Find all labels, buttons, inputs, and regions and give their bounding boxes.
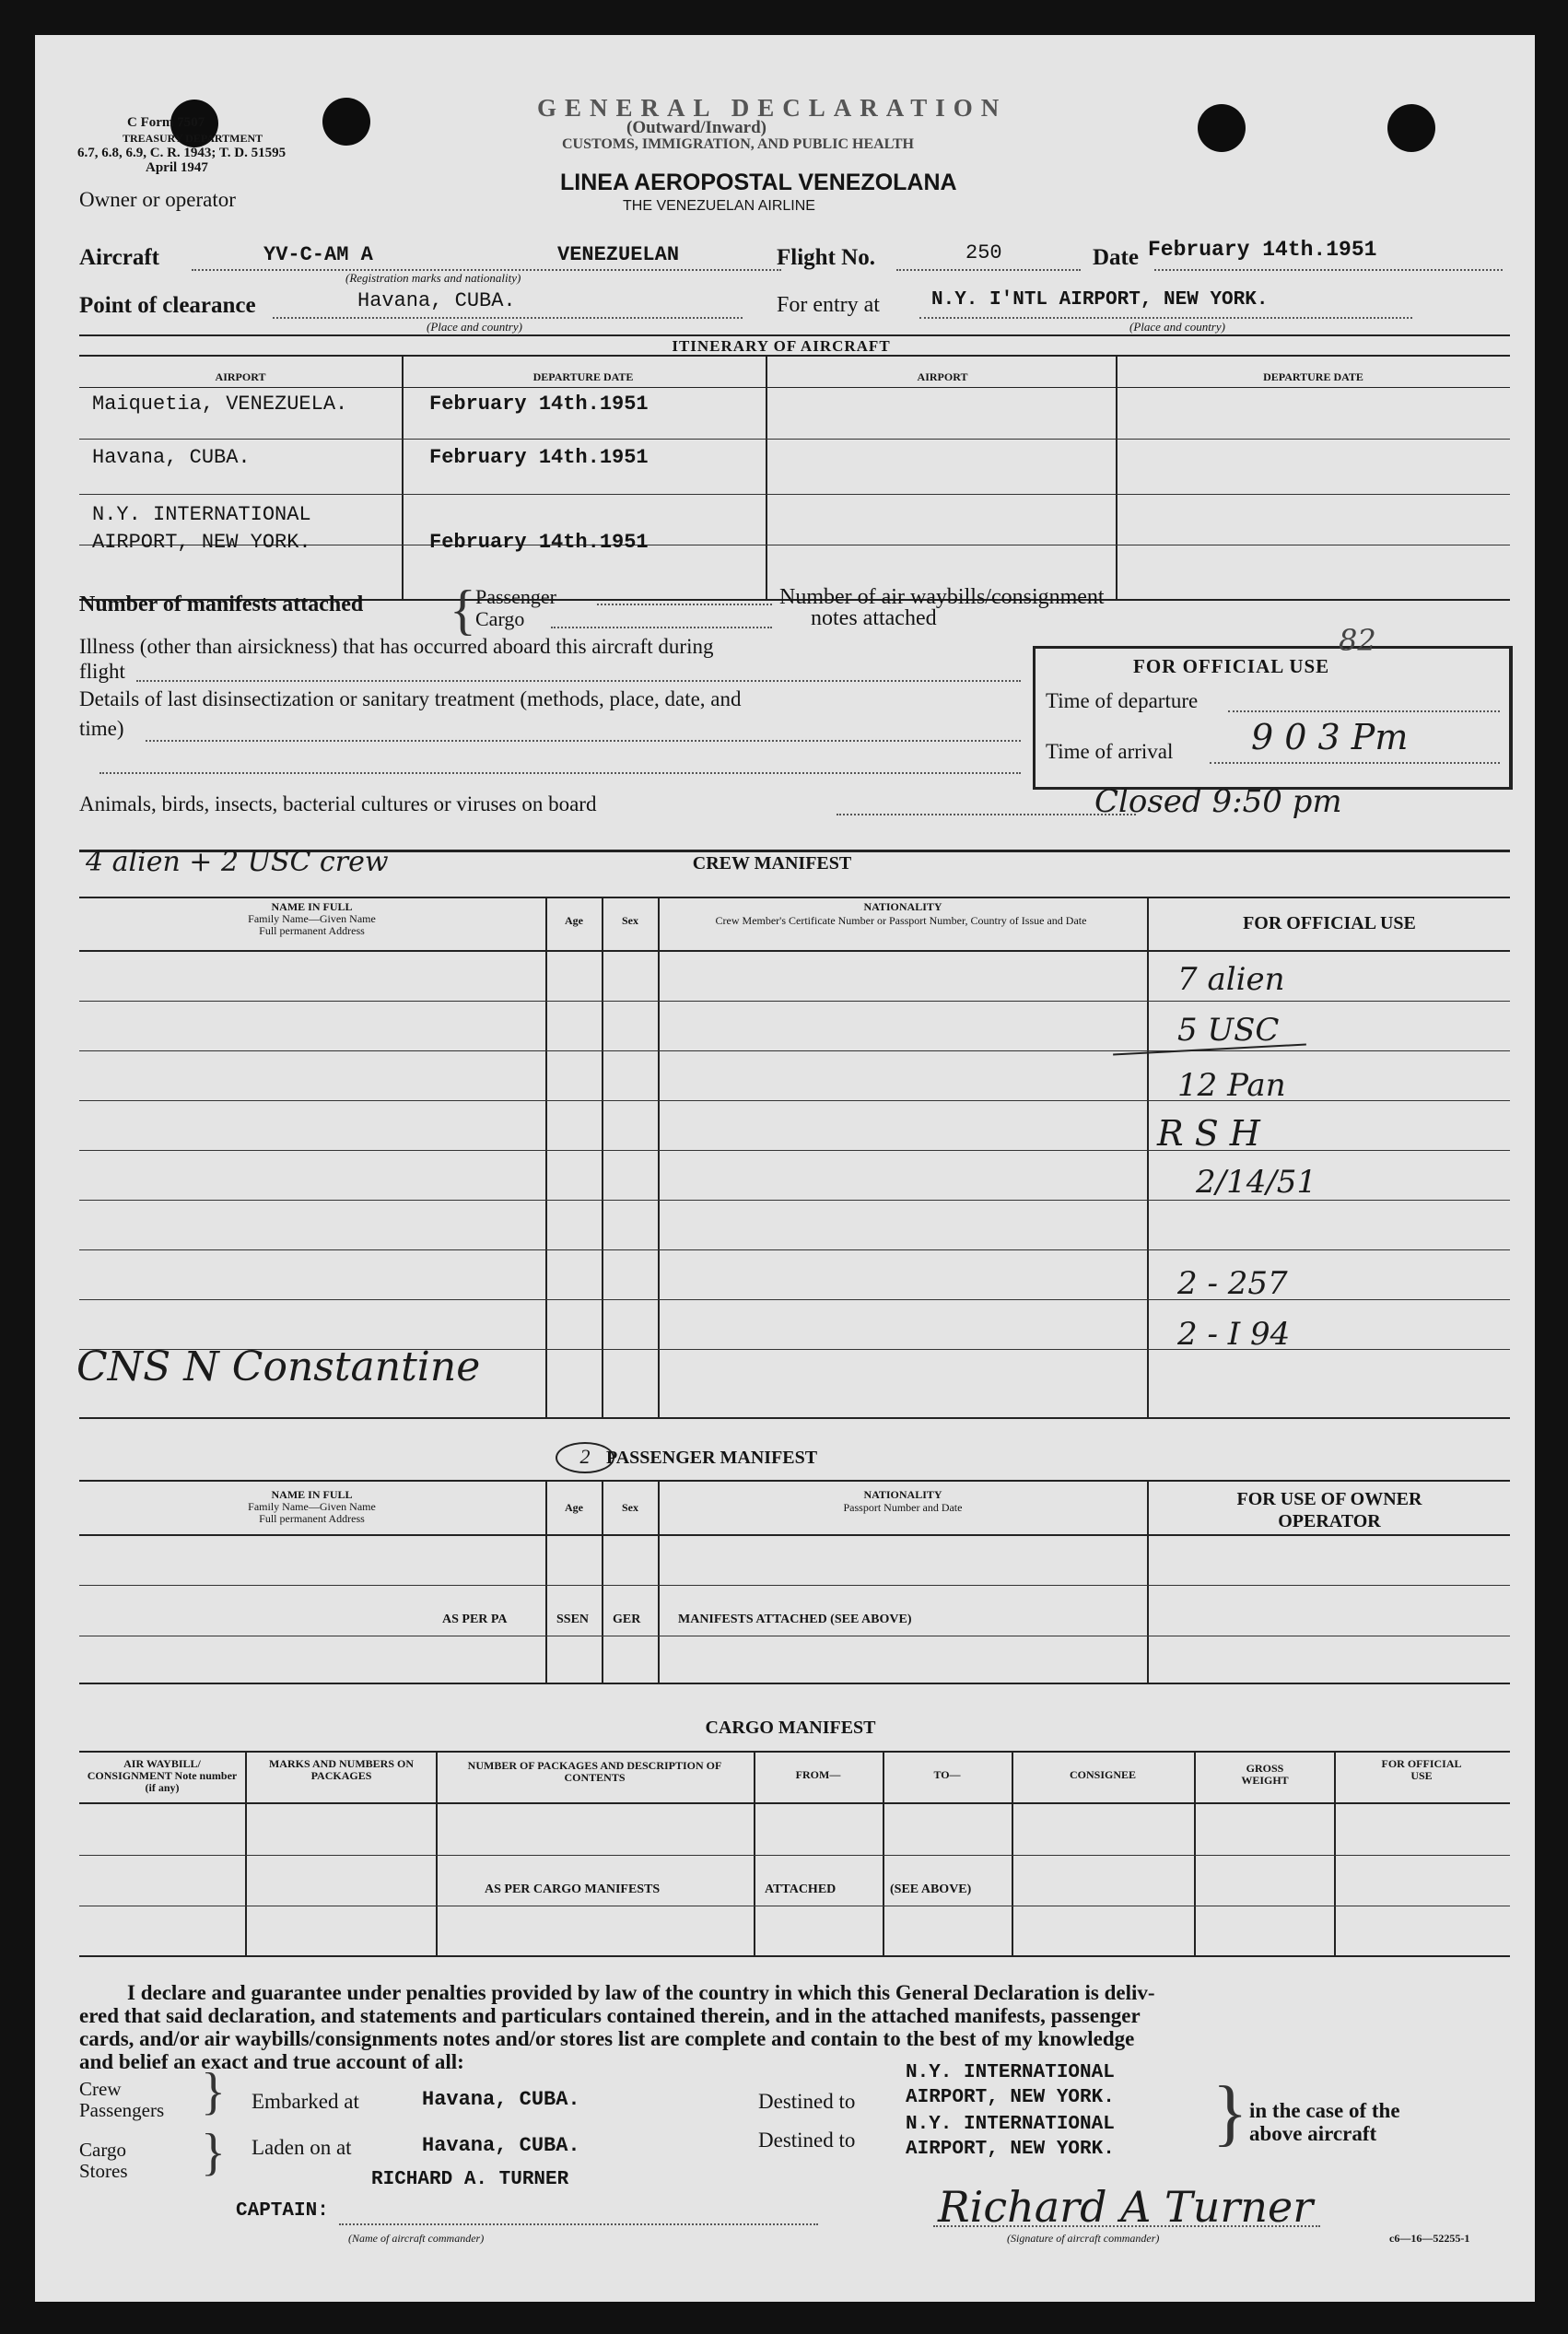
crew-official-note-3: 12 Pan <box>1177 1067 1286 1104</box>
destined-value-2a: N.Y. INTERNATIONAL <box>906 2114 1115 2135</box>
case-line-2: above aircraft <box>1249 2122 1377 2145</box>
crew-col-nationality-sub: Crew Member's Certificate Number or Passport Number, Country of Issue and Date <box>715 914 1087 927</box>
passenger-manifest-title: PASSENGER MANIFEST <box>606 1448 818 1468</box>
itinerary-col-airport-2: AIRPORT <box>917 370 968 383</box>
captain-label: CAPTAIN: <box>236 2200 329 2222</box>
passenger-col-nationality-sub: Passport Number and Date <box>843 1501 963 1514</box>
punch-hole-right <box>1198 104 1246 152</box>
animals-label: Animals, birds, insects, bacterial cultures or viruses on board <box>79 792 597 815</box>
declaration-sheet: C Form 7507 TREASURY DEPARTMENT 6.7, 6.8, 6.9, C. R. 1943; T. D. 51595 April 1947 GENERAL DECLARATION (Outward/Inward) CUSTOMS, IMMIGRATION, AND PUBLIC HEALTH LINEA AEROPOSTAL VENEZOLANA THE VENEZUELAN AIRLINE Owner or operator Aircraft YV-C-AM A VENEZUELAN (Registration marks and nationality) Flight No. 250 Date February 14th.1951 Point of clearance Havana, CUBA. (Place and country) For entry at N.Y. I'NTL AIRPORT, NEW YORK. (Place and country) ITINERARY OF AIRCRAFT AIRPORT DEPARTURE DATE AIRPORT DEPARTURE DATE Maiquetia, VENEZUELA. February 14th.1951 Havana, CUBA. February 14th.1951 N.Y. INTERNATIONAL AIRPORT, NEW YORK. February 14th.1951 Number of manifests attached { Passenger Cargo Number of air waybills/consignment notes attached Illness (other than airsickness) that has occurred aboard this aircraft during flight Details of last disinsectization or sanitary treatment (methods, place, date, and time) Animals, birds, insects, bacterial cultures or viruses on board 82 FOR OFFICIAL USE Time of departure Time of arrival 9 0 3 Pm Closed 9:50 pm 4 alien + 2 USC crew CREW MANIFEST NAME IN FULL Family Name—Given Name Full permanent Address Age Sex NATIONALITY Crew Member's Certificate Number or Passport Number, Country of Issue and Date FOR OFFICIAL USE 7 alien 5 USC 12 Pan R S H 2/14/51 2 - 257 2 - I 94 CNS N Constantine 2 PASSENGER MANIFEST NAME IN FULL Family Name—Given Name Full permanent Address Age Sex NATIONALITY Passport Number and Date FOR USE OF OWNER OPERATOR AS PER PA SSEN GER MANIFESTS ATTACHED (SEE ABOVE) CARGO MANIFEST AIR WAYBILL/ CONSIGNMENT Note number (if any) MARKS AND NUMBERS ON PACKAGES NUMBER OF PACKAGES AND DESCRIPTION OF CONTENTS FROM— TO— CONSIGNEE GROSS WEIGHT FOR OFFICIAL USE AS PER CARGO MANIFESTS ATTACHED (SEE ABOVE) I declare and guarantee under penalties provided by law of the country in which this General Declaration is deliv- ered that said declaration, and statements and particulars contained therein, and in the attached manifests, passenger cards, and/or air waybills/consignments notes and/or stores list are complete and contain to the best of my knowledge and belief an exact and true account of all: Crew Passengers } Cargo Stores } Embarked at Havana, CUBA. Laden on at Havana, CUBA. Destined to N.Y. INTERNATIONAL AIRPORT, NEW YORK. Destined to N.Y. INTERNATIONAL AIRPORT, NEW YORK. } in the case of the above aircraft RICHARD A. TURNER CAPTAIN: (Name of aircraft commander) Richard A Turner (Signature of aircraft commander) c6—16—52255-1 <box>35 35 1535 2302</box>
itinerary-title: ITINERARY OF AIRCRAFT <box>672 337 891 355</box>
declaration-cargo: Cargo <box>79 2139 126 2161</box>
cargo-col-consignee: CONSIGNEE <box>1069 1768 1137 1781</box>
declaration-line-4: and belief an exact and true account of all: <box>79 2050 464 2073</box>
passenger-col-nationality: NATIONALITY <box>863 1488 942 1501</box>
form-title: GENERAL DECLARATION <box>537 94 1008 122</box>
cargo-col-from: FROM— <box>795 1768 841 1781</box>
commander-signature-caption: (Signature of aircraft commander) <box>1007 2232 1160 2245</box>
owner-label: Owner or operator <box>79 188 236 211</box>
passenger-col-sex: Sex <box>622 1501 638 1514</box>
registration-caption: (Registration marks and nationality) <box>345 271 521 285</box>
entry-caption: (Place and country) <box>1129 320 1225 334</box>
cargo-typed-1: AS PER CARGO MANIFESTS <box>485 1882 661 1896</box>
itinerary-row-3-date: February 14th.1951 <box>429 531 649 554</box>
disinsect-label: Details of last disinsectization or sanitary treatment (methods, place, date, and <box>79 687 742 710</box>
commander-name-caption: (Name of aircraft commander) <box>348 2232 485 2245</box>
agencies: CUSTOMS, IMMIGRATION, AND PUBLIC HEALTH <box>562 136 914 152</box>
crew-count-note: 4 alien + 2 USC crew <box>86 846 389 878</box>
manifests-passenger: Passenger <box>475 585 556 608</box>
time-of-arrival-value: 9 0 3 Pm <box>1251 717 1409 757</box>
time-of-arrival-label: Time of arrival <box>1046 740 1174 763</box>
illness-label: Illness (other than airsickness) that has occurred aboard this aircraft during <box>79 635 714 658</box>
cargo-typed-2: ATTACHED <box>765 1882 837 1896</box>
crew-official-note-4: 2 - 257 <box>1177 1265 1288 1302</box>
embarked-value: Havana, CUBA. <box>422 2088 580 2111</box>
illness-label-2: flight <box>79 660 125 683</box>
waybills-label: Number of air waybills/consignment <box>779 585 1105 609</box>
crew-col-nationality: NATIONALITY <box>863 900 942 913</box>
crew-col-name: NAME IN FULL <box>271 900 353 913</box>
crew-official-initials: R S H <box>1157 1113 1260 1154</box>
passenger-col-name-sub2: Full permanent Address <box>259 1512 365 1525</box>
entry-value: N.Y. I'NTL AIRPORT, NEW YORK. <box>931 289 1269 311</box>
itinerary-row-1-date: February 14th.1951 <box>429 393 649 416</box>
cargo-typed-3: (SEE ABOVE) <box>890 1882 972 1896</box>
captain-signature: Richard A Turner <box>938 2182 1314 2232</box>
form-subtitle: (Outward/Inward) <box>626 118 767 137</box>
official-number: 82 <box>1339 623 1376 658</box>
itinerary-col-departure: DEPARTURE DATE <box>532 370 634 383</box>
itinerary-row-2-airport: Havana, CUBA. <box>92 446 251 469</box>
airline-name: LINEA AEROPOSTAL VENEZOLANA <box>560 170 957 195</box>
official-use-title: FOR OFFICIAL USE <box>1133 655 1330 677</box>
itinerary-col-airport: AIRPORT <box>215 370 266 383</box>
destined-label-2: Destined to <box>758 2129 856 2152</box>
laden-label: Laden on at <box>252 2136 352 2159</box>
declaration-line-2: ered that said declaration, and statements and particulars contained therein, and in the attached manifests, passenger <box>79 2004 1141 2027</box>
laden-value: Havana, CUBA. <box>422 2134 580 2157</box>
crew-manifest-title: CREW MANIFEST <box>692 853 852 874</box>
cargo-col-official: FOR OFFICIAL USE <box>1381 1757 1462 1782</box>
form-number: C Form 7507 <box>127 115 205 130</box>
date-value: February 14th.1951 <box>1148 238 1377 262</box>
entry-label: For entry at <box>777 293 880 317</box>
declaration-line-1: I declare and guarantee under penalties provided by law of the country in which this General Declaration is deliv- <box>127 1981 1155 2004</box>
aircraft-label: Aircraft <box>79 245 159 270</box>
waybills-label-2: notes attached <box>811 606 937 630</box>
declaration-passengers: Passengers <box>79 2099 165 2121</box>
declaration-line-3: cards, and/or air waybills/consignments notes and/or stores list are complete and contain to the best of my knowledge <box>79 2027 1135 2050</box>
destined-value-1a: N.Y. INTERNATIONAL <box>906 2062 1115 2083</box>
clearance-caption: (Place and country) <box>427 320 522 334</box>
form-date: April 1947 <box>146 160 208 175</box>
passenger-typed-3: GER <box>613 1613 641 1626</box>
crew-col-age: Age <box>565 914 583 927</box>
cargo-col-weight: GROSS WEIGHT <box>1241 1762 1289 1787</box>
passenger-typed-2: SSEN <box>556 1613 590 1626</box>
airline-subtitle: THE VENEZUELAN AIRLINE <box>623 198 815 214</box>
case-line-1: in the case of the <box>1249 2099 1400 2122</box>
passenger-col-name-sub: Family Name—Given Name <box>248 1500 376 1513</box>
punch-hole-center <box>322 98 370 146</box>
declaration-crew: Crew <box>79 2078 122 2100</box>
itinerary-row-3-airport-line2: AIRPORT, NEW YORK. <box>92 531 311 554</box>
passenger-count-circle: 2 <box>556 1442 614 1473</box>
punch-hole-far-right <box>1387 104 1435 152</box>
embarked-label: Embarked at <box>252 2090 359 2113</box>
manifests-label: Number of manifests attached <box>79 592 364 616</box>
crew-official-note-1: 7 alien <box>1177 961 1285 998</box>
passenger-col-name: NAME IN FULL <box>271 1488 353 1501</box>
itinerary-row-1-airport: Maiquetia, VENEZUELA. <box>92 393 348 416</box>
cargo-col-number: NUMBER OF PACKAGES AND DESCRIPTION OF CONTENTS <box>467 1759 722 1784</box>
destined-value-2b: AIRPORT, NEW YORK. <box>906 2139 1115 2160</box>
destined-value-1b: AIRPORT, NEW YORK. <box>906 2087 1115 2108</box>
captain-name: RICHARD A. TURNER <box>371 2169 569 2190</box>
crew-col-name-sub2: Full permanent Address <box>259 924 365 937</box>
crew-official-note-2: 5 USC <box>1177 1012 1280 1049</box>
passenger-typed-4: MANIFESTS ATTACHED (SEE ABOVE) <box>678 1613 912 1626</box>
aircraft-registration: YV-C-AM A <box>263 243 373 266</box>
time-of-departure-label: Time of departure <box>1046 689 1199 712</box>
manifests-cargo: Cargo <box>475 607 525 630</box>
flight-label: Flight No. <box>777 245 875 270</box>
clearance-label: Point of clearance <box>79 293 256 318</box>
disinsect-label-2: time) <box>79 717 124 740</box>
cargo-col-to: TO— <box>933 1768 961 1781</box>
crew-col-sex: Sex <box>622 914 638 927</box>
print-code: c6—16—52255-1 <box>1389 2232 1470 2245</box>
flight-number: 250 <box>965 241 1002 264</box>
itinerary-row-2-date: February 14th.1951 <box>429 446 649 469</box>
crew-official-note-5: 2 - I 94 <box>1177 1316 1291 1353</box>
aircraft-nationality: VENEZUELAN <box>557 243 680 266</box>
cargo-col-waybill: AIR WAYBILL/ CONSIGNMENT Note number (if any) <box>87 1757 238 1794</box>
passenger-typed-1: AS PER PA <box>442 1613 508 1626</box>
itinerary-col-departure-2: DEPARTURE DATE <box>1263 370 1363 383</box>
clearance-value: Havana, CUBA. <box>357 289 516 312</box>
crew-signature: CNS N Constantine <box>76 1343 481 1390</box>
crew-official-date: 2/14/51 <box>1196 1164 1317 1201</box>
crew-col-official: FOR OFFICIAL USE <box>1243 913 1416 933</box>
declaration-stores: Stores <box>79 2160 128 2182</box>
department: TREASURY DEPARTMENT <box>123 132 263 145</box>
closed-note: Closed 9:50 pm <box>1094 783 1342 820</box>
cargo-manifest-title: CARGO MANIFEST <box>705 1718 876 1738</box>
regulation-ref: 6.7, 6.8, 6.9, C. R. 1943; T. D. 51595 <box>77 146 287 160</box>
crew-col-name-sub: Family Name—Given Name <box>248 912 376 925</box>
passenger-col-age: Age <box>565 1501 583 1514</box>
destined-label-1: Destined to <box>758 2090 856 2113</box>
passenger-col-owner: FOR USE OF OWNER OPERATOR <box>1236 1489 1422 1531</box>
itinerary-row-3-airport: N.Y. INTERNATIONAL <box>92 503 311 526</box>
cargo-col-marks: MARKS AND NUMBERS ON PACKAGES <box>268 1757 414 1782</box>
date-label: Date <box>1093 245 1139 270</box>
